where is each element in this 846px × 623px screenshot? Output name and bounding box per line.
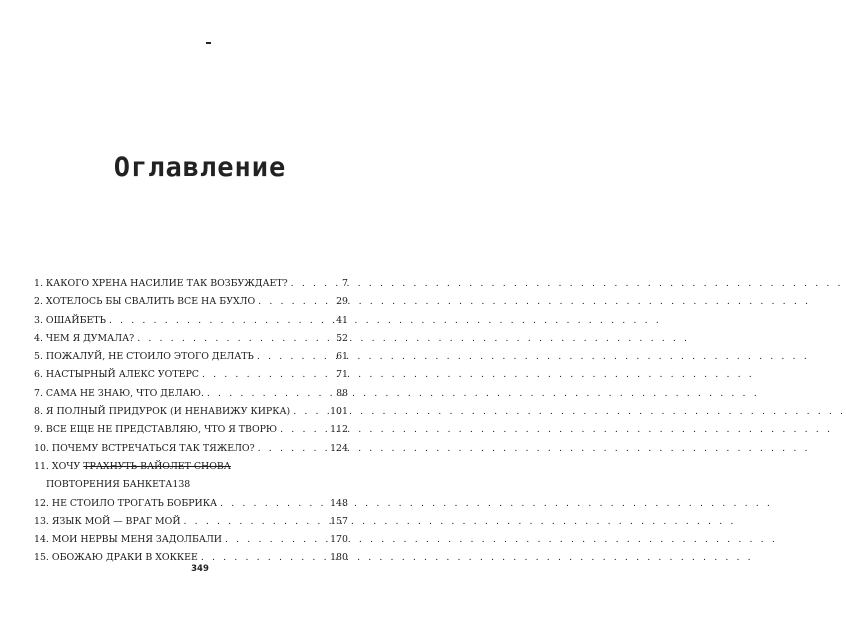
toc-entry-title: 2. ХОТЕЛОСЬ БЫ СВАЛИТЬ ВСЕ НА БУХЛО (34, 296, 256, 308)
leader-dots (277, 421, 330, 439)
page-title: Оглавление (113, 152, 287, 183)
toc-entry-title: 15. ОБОЖАЮ ДРАКИ В ХОККЕЕ (34, 552, 198, 564)
toc-entry (34, 330, 348, 348)
toc-entry-title: 4. ЧЕМ Я ДУМАЛА? (34, 332, 135, 344)
toc-entry-title: 8. Я ПОЛНЫЙ ПРИДУРОК (И НЕНАВИЖУ КИРКА) (34, 406, 291, 418)
top-mark (206, 42, 211, 44)
toc-entry-page: 41 (336, 314, 348, 326)
leader-dots (204, 385, 336, 403)
toc-entry-11-prefix: 11. ХОЧУ (34, 460, 81, 472)
toc-entry-title: 1. КАКОГО ХРЕНА НАСИЛИЕ ТАК ВОЗБУЖДАЕТ? (34, 278, 288, 289)
page-number: 349 (191, 564, 209, 574)
toc-entry-page: 61 (336, 351, 348, 363)
toc-entry (34, 421, 348, 439)
toc-entry-title: 10. ПОЧЕМУ ВСТРЕЧАТЬСЯ ТАК ТЯЖЕЛО? (34, 442, 255, 454)
toc-entry-page: 101 (330, 406, 348, 418)
toc-entry-page: 112 (330, 424, 348, 436)
leader-dots (181, 513, 331, 531)
toc-entry-11 (34, 458, 348, 495)
leader-dots (254, 348, 336, 366)
leader-dots (255, 440, 330, 458)
toc-entry (34, 312, 348, 330)
struck-text: ТРАХНУТЬ ВАЙОЛЕТ СНОВА (83, 460, 231, 472)
table-of-contents (34, 275, 348, 568)
toc-entry-page: 124 (330, 442, 348, 454)
toc-entry-page: 71 (336, 369, 348, 381)
toc-entry (34, 531, 348, 549)
toc-entry-page: 88 (336, 387, 348, 399)
toc-entry (34, 403, 348, 421)
toc-entry-title: 14. МОИ НЕРВЫ МЕНЯ ЗАДОЛБАЛИ (34, 534, 222, 546)
toc-entry-page: 180 (330, 552, 348, 564)
leader-dots (134, 330, 336, 348)
leader-dots (288, 275, 342, 293)
leader-dots (290, 403, 330, 421)
toc-entry-page: 148 (330, 497, 348, 509)
toc-entry (34, 385, 348, 403)
toc-entry-11-line2 (34, 476, 348, 494)
leader-dots (217, 495, 330, 513)
toc-entry (34, 366, 348, 384)
toc-entry-page: 7 (342, 278, 348, 289)
toc-entry-title: ПОВТОРЕНИЯ БАНКЕТА (46, 479, 173, 491)
toc-entry-page: 52 (336, 332, 348, 344)
toc-entry (34, 513, 348, 531)
toc-entry-page: 170 (330, 534, 348, 546)
toc-entry-title: 3. ОШАЙБЕТЬ (34, 314, 106, 326)
toc-entry-title: 5. ПОЖАЛУЙ, НЕ СТОИЛО ЭТОГО ДЕЛАТЬ (34, 351, 254, 363)
toc-entry-title: 13. ЯЗЫК МОЙ — ВРАГ МОЙ (34, 515, 181, 527)
toc-entry (34, 293, 348, 311)
leader-dots (106, 312, 336, 330)
leader-dots (255, 293, 336, 311)
toc-entry (34, 440, 348, 458)
leader-dots (222, 531, 330, 549)
leader-dots (199, 366, 336, 384)
toc-entry-title: 12. НЕ СТОИЛО ТРОГАТЬ БОБРИКА (34, 497, 218, 509)
toc-entry-title: 6. НАСТЫРНЫЙ АЛЕКС УОТЕРС (34, 369, 199, 381)
toc-entry-title: 9. ВСЕ ЕЩЕ НЕ ПРЕДСТАВЛЯЮ, ЧТО Я ТВОРЮ (34, 424, 278, 436)
toc-entry (34, 275, 348, 293)
toc-entry-page: 157 (330, 515, 348, 527)
toc-entry-11-line1 (34, 458, 348, 476)
toc-entry (34, 348, 348, 366)
toc-entry-title: 7. САМА НЕ ЗНАЮ, ЧТО ДЕЛАЮ. (34, 387, 204, 399)
toc-entry-page: 29 (336, 296, 348, 308)
toc-entry-page: 138 (172, 479, 191, 491)
toc-entry (34, 495, 348, 513)
